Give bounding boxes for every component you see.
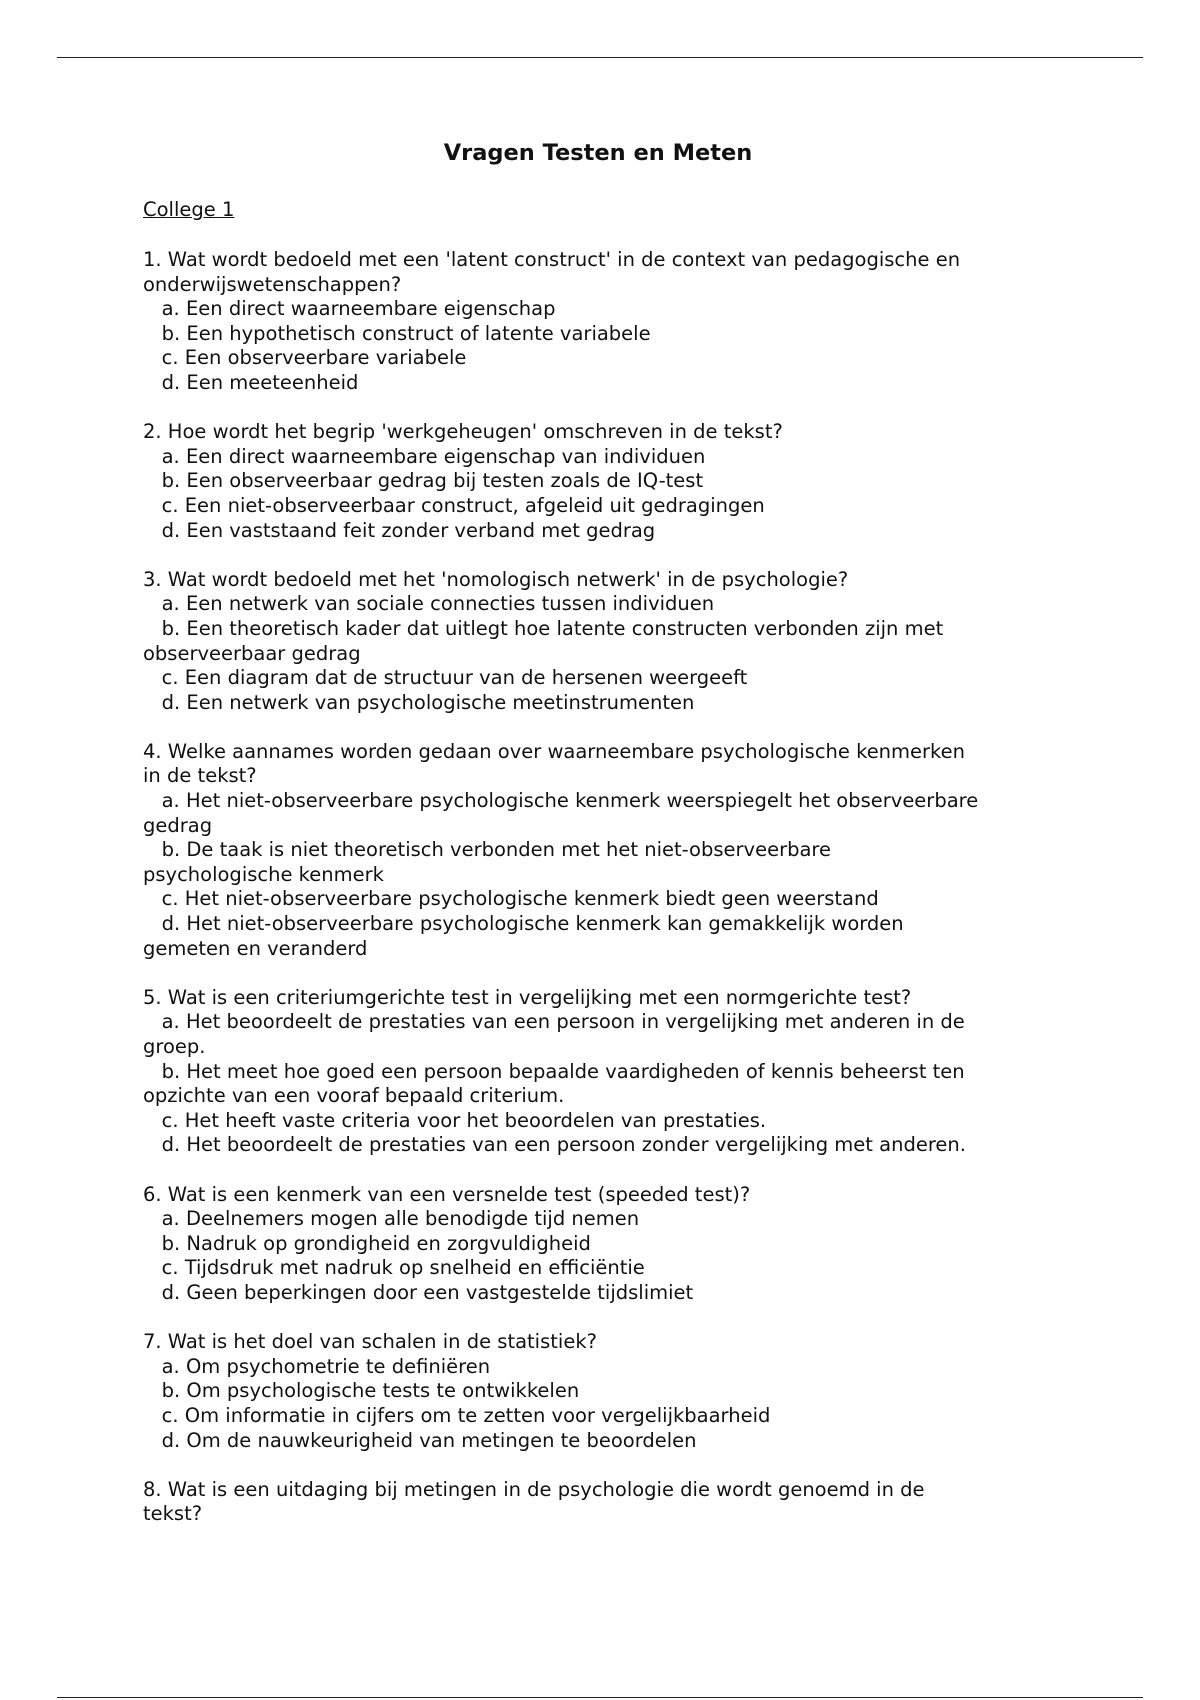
bottom-rule [57,1697,1143,1698]
top-rule [57,57,1143,58]
answer-option-b: b. Het meet hoe goed een persoon bepaalde vaardigheden of kennis beheerst ten opzichte van een vooraf bepaald criterium. [143,1059,965,1108]
answer-option-a: a. Een direct waarneembare eigenschap van individuen [143,444,706,468]
question-text: 4. Welke aannames worden gedaan over waarneembare psychologische kenmerken in de tekst? [143,739,966,788]
answer-option-b: b. De taak is niet theoretisch verbonden met het niet-observeerbare psychologische kenmerk [143,838,831,886]
question-text: 5. Wat is een criteriumgerichte test in vergelijking met een normgerichte test? [143,985,912,1009]
answer-option-b: b. Nadruk op grondigheid en zorgvuldigheid [143,1231,591,1255]
question-text: 1. Wat wordt bedoeld met een 'latent construct' in de context van pedagogische en onderwijswetenschappen? [143,248,961,296]
answer-option-a: a. Om psychometrie te definiëren [143,1354,491,1378]
answer-option-a: a. Het niet-observeerbare psychologische kenmerk weerspiegelt het observeerbare gedrag [143,789,979,837]
question-6 [143,1183,1063,1306]
answer-option-c: c. Tijdsdruk met nadruk op snelheid en efficiëntie [143,1256,645,1280]
question-1 [143,248,1063,396]
answer-option-b: b. Een observeerbaar gedrag bij testen zoals de IQ-test [143,469,704,493]
answer-option-c: c. Een observeerbare variabele [143,346,467,370]
answer-option-b: b. Een theoretisch kader dat uitlegt hoe latente constructen verbonden zijn met observeerbaar gedrag [143,616,944,665]
section-heading: College 1 [143,198,235,221]
question-text: 6. Wat is een kenmerk van een versnelde test (speeded test)? [143,1182,751,1206]
answer-option-d: d. Een meeteenheid [143,370,359,394]
answer-option-a: a. Een direct waarneembare eigenschap [143,297,556,321]
answer-option-d: d. Het beoordeelt de prestaties van een persoon zonder vergelijking met anderen. [143,1133,966,1157]
question-text: 2. Hoe wordt het begrip 'werkgeheugen' omschreven in de tekst? [143,420,783,444]
answer-option-c: c. Het heeft vaste criteria voor het beoordelen van prestaties. [143,1108,767,1132]
question-text: 3. Wat wordt bedoeld met het 'nomologisch netwerk' in de psychologie? [143,567,849,591]
document-title: Vragen Testen en Meten [443,140,753,166]
answer-option-a: a. Deelnemers mogen alle benodigde tijd nemen [143,1207,640,1231]
question-4 [143,740,1063,961]
answer-option-b: b. Een hypothetisch construct of latente variabele [143,321,651,345]
question-text: 8. Wat is een uitdaging bij metingen in de psychologie die wordt genoemd in de tekst? [143,1477,925,1526]
question-2 [143,420,1063,543]
answer-option-a: a. Het beoordeelt de prestaties van een persoon in vergelijking met anderen in de groep. [143,1010,965,1058]
answer-option-b: b. Om psychologische tests te ontwikkelen [143,1379,580,1403]
question-5 [143,986,1063,1158]
answer-option-c: c. Het niet-observeerbare psychologische kenmerk biedt geen weerstand [143,887,879,911]
answer-option-a: a. Een netwerk van sociale connecties tussen individuen [143,592,715,616]
answer-option-d: d. Om de nauwkeurigheid van metingen te beoordelen [143,1428,697,1452]
answer-option-c: c. Een niet-observeerbaar construct, afgeleid uit gedragingen [143,493,765,517]
answer-option-d: d. Een vaststaand feit zonder verband met gedrag [143,518,656,542]
question-text: 7. Wat is het doel van schalen in de statistiek? [143,1330,597,1354]
question-list [143,248,1063,1551]
answer-option-d: d. Geen beperkingen door een vastgestelde tijdslimiet [143,1280,694,1304]
answer-option-c: c. Een diagram dat de structuur van de hersenen weergeeft [143,666,748,690]
question-8 [143,1478,1063,1527]
question-3 [143,568,1063,716]
answer-option-d: d. Het niet-observeerbare psychologische kenmerk kan gemakkelijk worden gemeten en veranderd [143,912,904,960]
answer-option-c: c. Om informatie in cijfers om te zetten voor vergelijkbaarheid [143,1403,771,1427]
question-7 [143,1330,1063,1453]
answer-option-d: d. Een netwerk van psychologische meetinstrumenten [143,690,695,714]
